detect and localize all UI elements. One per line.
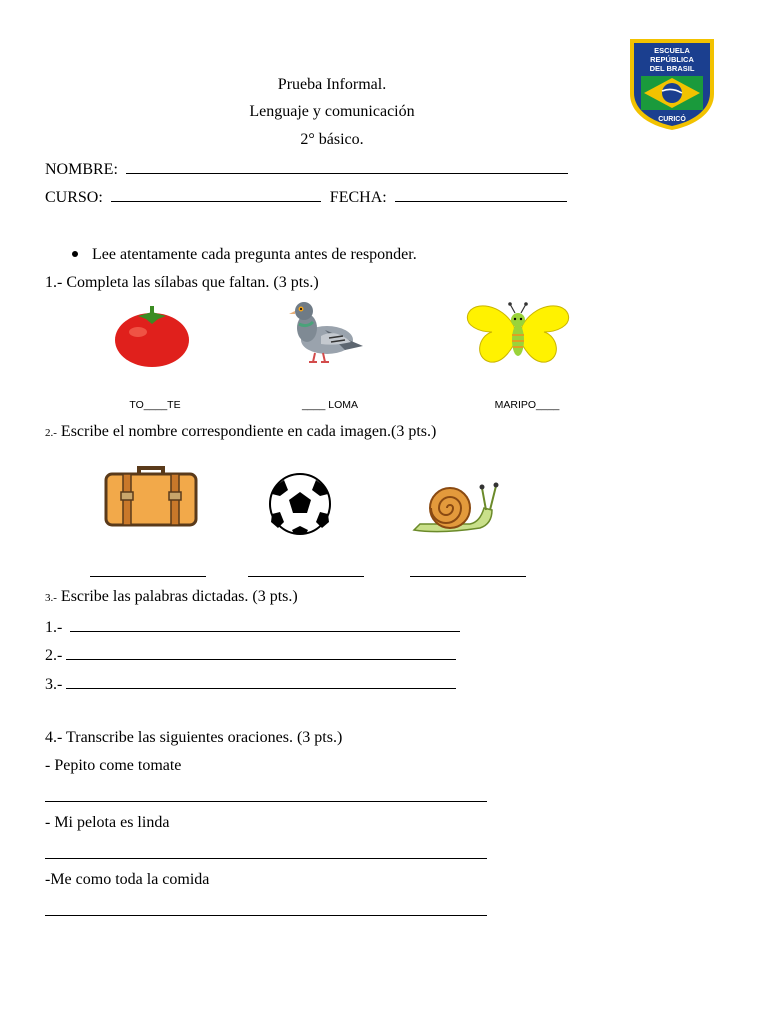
dictation-field-2[interactable] xyxy=(66,645,456,660)
soccer-ball-image xyxy=(262,472,338,536)
transcription-line-2[interactable] xyxy=(45,858,487,859)
transcription-line-3[interactable] xyxy=(45,915,487,916)
logo-text-2: REPÚBLICA xyxy=(650,55,694,64)
question-2-title xyxy=(45,423,436,441)
grade-title: 2° básico. xyxy=(300,131,364,148)
date-field[interactable] xyxy=(395,187,567,202)
butterfly-image xyxy=(466,302,570,364)
instruction-item xyxy=(72,246,417,264)
question-1-title: 1.- Completa las sílabas que faltan. (3 pts.) xyxy=(45,274,319,291)
logo-text-1: ESCUELA xyxy=(654,46,690,55)
logo-city: CURICÓ xyxy=(658,116,686,123)
answer-line-snail[interactable] xyxy=(410,576,526,577)
syllable-label-2: ____ LOMA xyxy=(301,399,359,411)
dictation-field-3[interactable] xyxy=(66,674,456,689)
date-label: FECHA: xyxy=(329,189,387,206)
name-row xyxy=(45,159,568,179)
question-3-text: Escribe las palabras dictadas. (3 pts.) xyxy=(56,588,298,605)
dictation-row-1 xyxy=(45,617,460,637)
dictation-number-3: 3.- xyxy=(45,676,63,693)
snail-image xyxy=(410,480,504,536)
syllable-label-1: TO____TE xyxy=(129,399,181,411)
sentence-3: -Me como toda la comida xyxy=(45,871,210,888)
answer-line-suitcase[interactable] xyxy=(90,576,206,577)
course-date-row xyxy=(45,187,567,207)
course-field[interactable] xyxy=(111,187,321,202)
tomato-image xyxy=(110,302,194,368)
question-2-text: Escribe el nombre correspondiente en cada imagen.(3 pts.) xyxy=(56,423,437,440)
logo-text-3: DEL BRASIL xyxy=(649,64,695,73)
pigeon-image xyxy=(285,298,365,366)
dictation-number-1: 1.- xyxy=(45,619,63,636)
question-2-number: 2.- xyxy=(45,427,57,439)
dictation-row-3 xyxy=(45,674,456,694)
syllable-label-3: MARIPO____ xyxy=(494,399,560,411)
suitcase-image xyxy=(103,464,199,528)
bullet-icon xyxy=(72,251,78,257)
question-4-title: 4.- Transcribe las siguientes oraciones. (3 pts.) xyxy=(45,729,343,746)
dictation-row-2 xyxy=(45,645,456,665)
question-3-number: 3.- xyxy=(45,592,57,604)
dictation-field-1[interactable] xyxy=(70,617,460,632)
question-3-title xyxy=(45,588,298,606)
transcription-line-1[interactable] xyxy=(45,801,487,802)
test-title: Prueba Informal. xyxy=(277,76,387,93)
sentence-1: - Pepito come tomate xyxy=(45,757,182,774)
course-label: CURSO: xyxy=(45,189,103,206)
answer-line-ball[interactable] xyxy=(248,576,364,577)
subject-title: Lenguaje y comunicación xyxy=(249,103,415,120)
name-label: NOMBRE: xyxy=(45,161,118,178)
instruction-text: Lee atentamente cada pregunta antes de responder. xyxy=(92,246,417,263)
name-field[interactable] xyxy=(126,159,568,174)
sentence-2: - Mi pelota es linda xyxy=(45,814,170,831)
dictation-number-2: 2.- xyxy=(45,647,63,664)
